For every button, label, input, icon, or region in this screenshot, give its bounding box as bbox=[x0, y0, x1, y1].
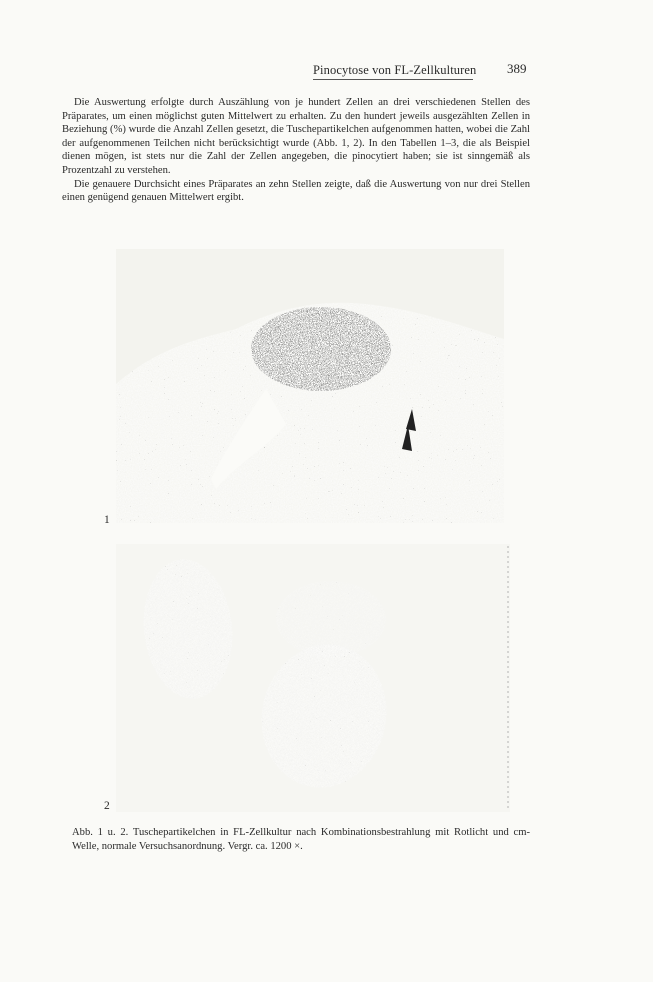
header-rule bbox=[313, 79, 473, 80]
figure-1-image bbox=[116, 249, 504, 523]
paragraph: Die Auswertung erfolgte durch Auszählung von je hundert Zellen an drei verschiedenen Stellen des Präparates, um einen möglichst guten Mittelwert zu erhalten. Zu den hundert jeweils ausgezählten Zellen in Beziehung (%) wurde die Anzahl Zellen gesetzt, die Tuschepartikelchen aufgenommen hatten, wobei die Zahl der aufgenommenen Teilchen nicht berücksichtigt wurde (Abb. 1, 2). In den Tabellen 1–3, die als Beispiel dienen mögen, ist stets nur die Zahl der Zellen angegeben, die pinocytiert haben; sie ist sinngemäß als Prozentzahl zu verstehen. bbox=[62, 97, 530, 176]
page-number: 389 bbox=[507, 61, 527, 76]
running-title: Pinocytose von FL-Zellkulturen bbox=[313, 63, 477, 77]
figure-2-micrograph bbox=[116, 544, 510, 812]
body-text bbox=[62, 96, 530, 205]
paragraph: Die genauere Durchsicht eines Präparates an zehn Stellen zeigte, daß die Auswertung von nur drei Stellen einen genügend genauen Mittelwert ergibt. bbox=[62, 178, 530, 204]
figure-2-label: 2 bbox=[104, 800, 110, 812]
figure-1-label: 1 bbox=[104, 514, 110, 526]
figure-1-micrograph bbox=[116, 249, 504, 523]
figure-2-image bbox=[116, 544, 510, 812]
figure-caption: Abb. 1 u. 2. Tuschepartikelchen in FL-Zellkultur nach Kombinationsbestrahlung mit Rotlicht und cm-Welle, normale Versuchsanordnung. Vergr. ca. 1200 ×. bbox=[72, 827, 530, 852]
